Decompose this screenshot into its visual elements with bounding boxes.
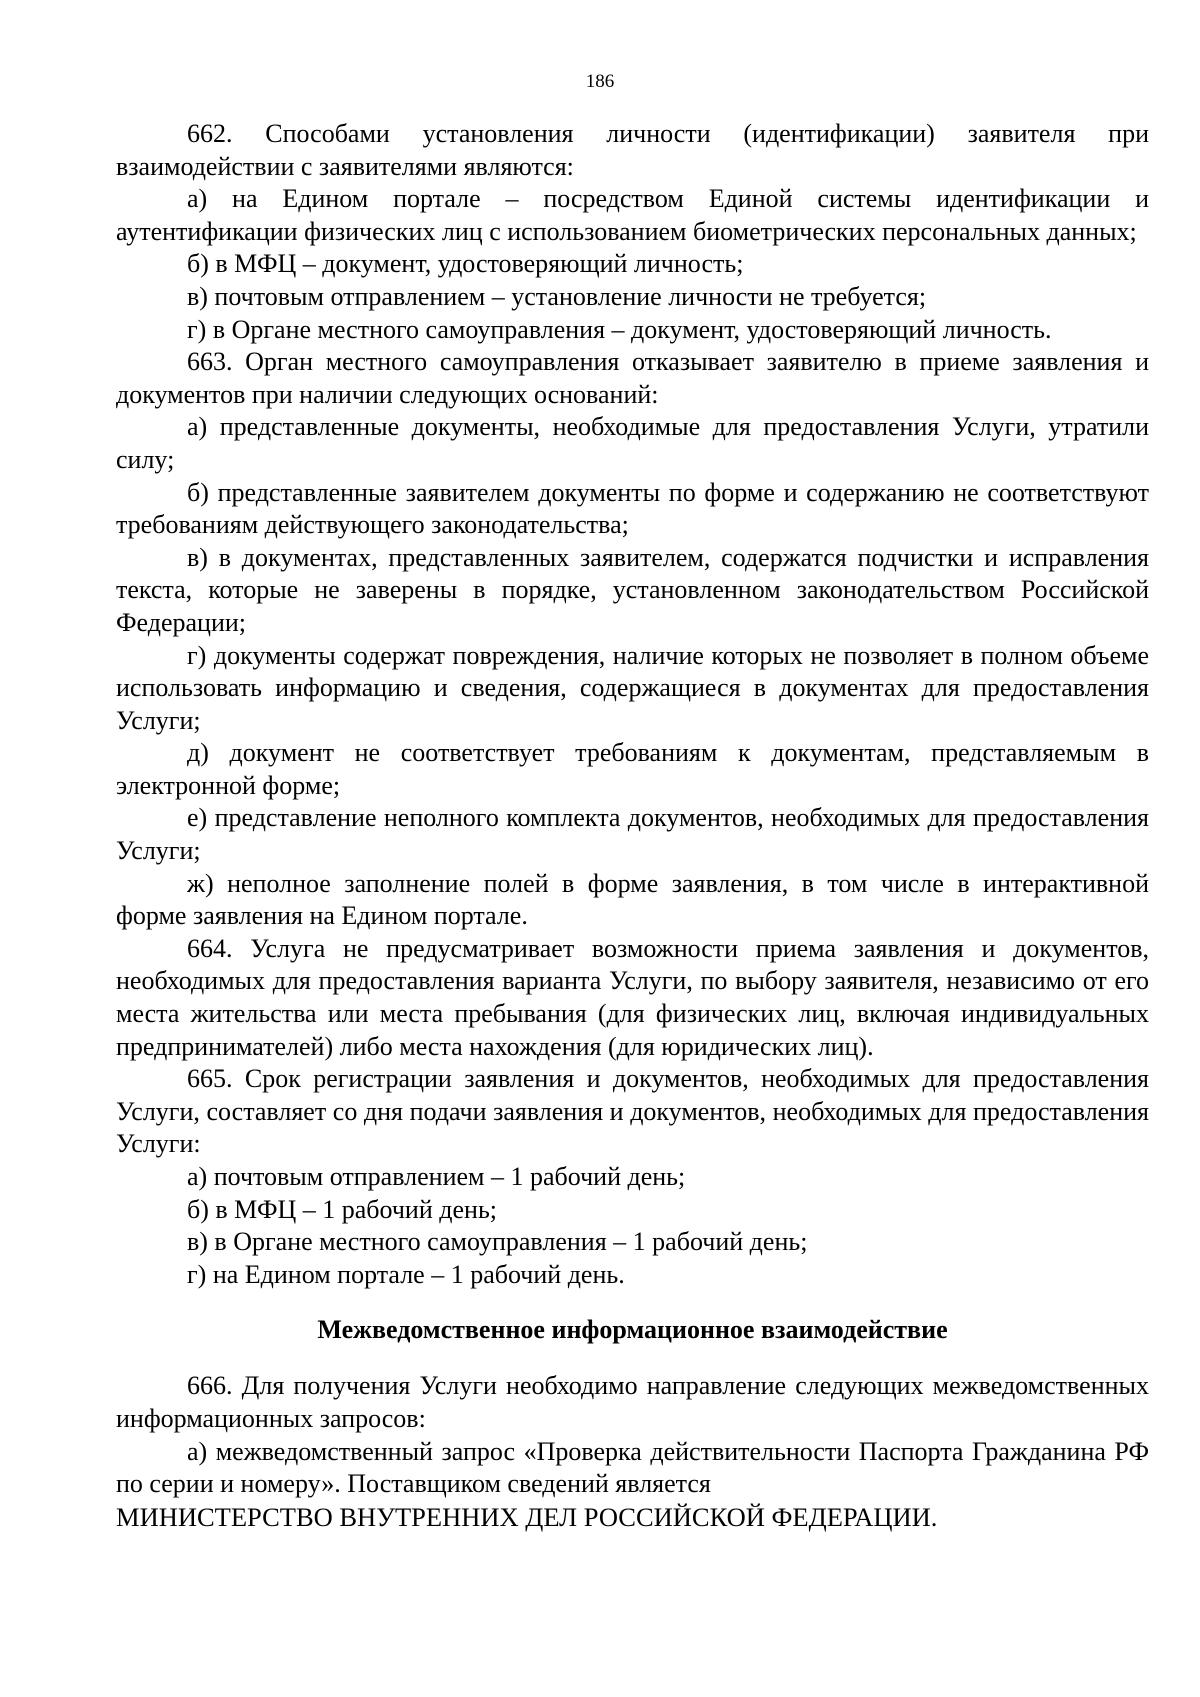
list-item-665-g: г) на Едином портале – 1 рабочий день.: [187, 1259, 625, 1289]
list-item-662-g: г) в Органе местного самоуправления – документ, удостоверяющий личность.: [187, 314, 1052, 344]
list-item-662-v: в) почтовым отправлением – установление личности не требуется;: [187, 281, 927, 311]
list-item-662-a: а) на Едином портале – посредством Единой системы идентификации и аутентификации физических лиц с использованием биометрических персональных данных;: [116, 184, 1149, 246]
list-item-662-b: б) в МФЦ – документ, удостоверяющий личность;: [187, 249, 744, 279]
page-number: 186: [585, 71, 615, 92]
paragraph-666: 666. Для получения Услуги необходимо направление следующих межведомственных информационных запросов:: [116, 1371, 1149, 1433]
list-item-665-v: в) в Органе местного самоуправления – 1 рабочий день;: [187, 1227, 808, 1257]
paragraph-664: 664. Услуга не предусматривает возможности приема заявления и документов, необходимых для предоставления варианта Услуги, по выбору заявителя, независимо от его места жительства или места пребывания (для физических лиц, включая индивидуальных предпринимателей) либо места нахождения (для юридических лиц).: [116, 933, 1149, 1061]
list-item-663-b: б) представленные заявителем документы по форме и содержанию не соответствуют требованиям действующего законодательства;: [116, 477, 1149, 540]
document-body: [116, 118, 1149, 1534]
paragraph-663: 663. Орган местного самоуправления отказывает заявителю в приеме заявления и документов при наличии следующих оснований:: [116, 347, 1149, 409]
list-item-663-e: е) представление неполного комплекта документов, необходимых для предоставления Услуги;: [116, 803, 1149, 866]
list-item-665-b: б) в МФЦ – 1 рабочий день;: [187, 1194, 498, 1224]
paragraph-662: 662. Способами установления личности (идентификации) заявителя при взаимодействии с заявителями являются:: [116, 119, 1149, 181]
section-heading: Межведомственное информационное взаимодействие: [317, 1315, 948, 1345]
ministry-name: МИНИСТЕРСТВО ВНУТРЕННИХ ДЕЛ РОССИЙСКОЙ ФЕДЕРАЦИИ.: [116, 1501, 938, 1532]
paragraph-665: 665. Срок регистрации заявления и документов, необходимых для предоставления Услуги, составляет со дня подачи заявления и документов, необходимых для предоставления Услуги:: [116, 1064, 1149, 1159]
list-item-663-g: г) документы содержат повреждения, наличие которых не позволяет в полном объеме использовать информацию и сведения, содержащиеся в документах для предоставления Услуги;: [116, 640, 1149, 735]
list-item-663-v: в) в документах, представленных заявителем, содержатся подчистки и исправления текста, которые не заверены в порядке, установленном законодательством Российской Федерации;: [116, 542, 1149, 637]
list-item-663-d: д) документ не соответствует требованиям к документам, представляемым в электронной форме;: [116, 738, 1149, 800]
list-item-663-a: а) представленные документы, необходимые для предоставления Услуги, утратили силу;: [116, 412, 1149, 474]
list-item-665-a: а) почтовым отправлением – 1 рабочий день;: [187, 1162, 686, 1191]
list-item-666-a: а) межведомственный запрос «Проверка действительности Паспорта Гражданина РФ по серии и номеру». Поставщиком сведений является: [116, 1436, 1149, 1499]
list-item-663-zh: ж) неполное заполнение полей в форме заявления, в том числе в интерактивной форме заявления на Едином портале.: [116, 868, 1149, 931]
